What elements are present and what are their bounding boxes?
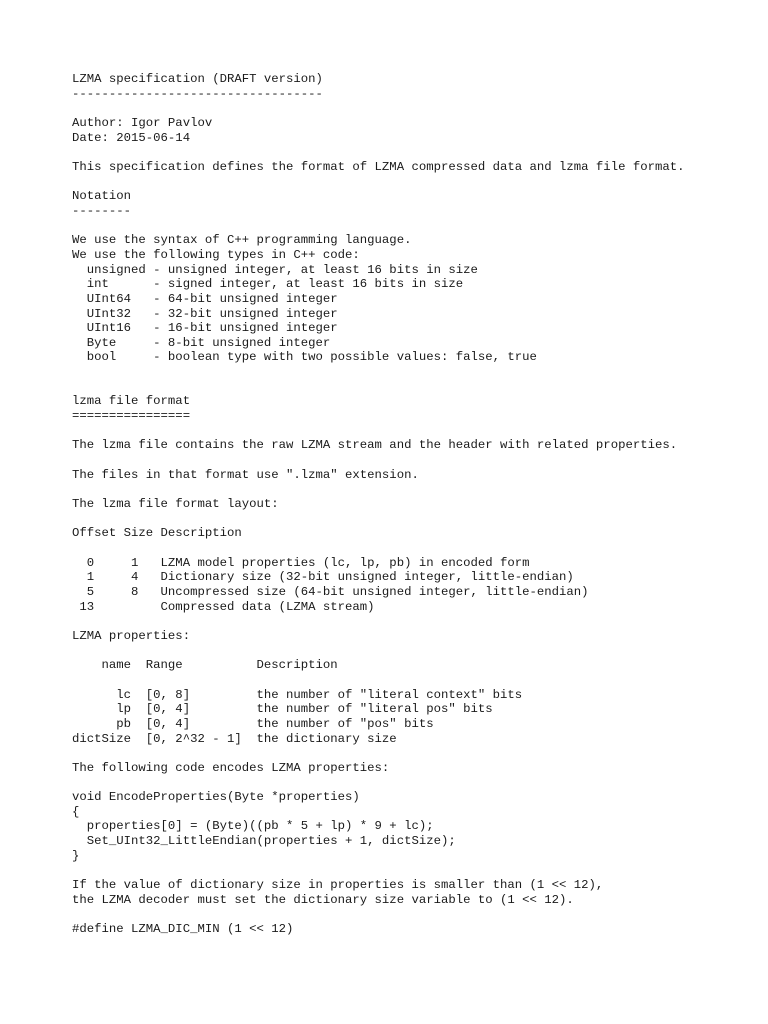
properties-table-row: pb [0, 4] the number of "pos" bits	[72, 716, 434, 731]
type-def-line: unsigned - unsigned integer, at least 16 bits in size	[72, 262, 478, 277]
note-line: the LZMA decoder must set the dictionary size variable to (1 << 12).	[72, 892, 574, 907]
code-line: Set_UInt32_LittleEndian(properties + 1, dictSize);	[72, 834, 456, 849]
layout-table-row: 13 Compressed data (LZMA stream)	[72, 599, 375, 614]
properties-heading: LZMA properties:	[72, 628, 191, 643]
author-line: Author: Igor Pavlov	[72, 115, 213, 130]
notation-heading: Notation	[72, 189, 132, 204]
type-def-line: UInt32 - 32-bit unsigned integer	[72, 306, 338, 321]
notation-line: We use the syntax of C++ programming language.	[72, 233, 412, 248]
properties-table-row: lp [0, 4] the number of "literal pos" bits	[72, 702, 493, 717]
notation-line: We use the following types in C++ code:	[72, 247, 360, 262]
type-def-line: UInt64 - 64-bit unsigned integer	[72, 291, 338, 306]
type-def-line: UInt16 - 16-bit unsigned integer	[72, 321, 338, 336]
code-intro: The following code encodes LZMA properties:	[72, 760, 390, 775]
type-def-line: int - signed integer, at least 16 bits in size	[72, 277, 464, 292]
layout-table-header: Offset Size Description	[72, 526, 242, 541]
document-page	[72, 72, 752, 937]
notation-underline: --------	[72, 203, 132, 218]
title-underline: ----------------------------------	[72, 86, 323, 101]
note-line: If the value of dictionary size in properties is smaller than (1 << 12),	[72, 878, 604, 893]
intro-paragraph: This specification defines the format of LZMA compressed data and lzma file format.	[72, 159, 685, 174]
properties-table-header: name Range Description	[72, 658, 338, 673]
file-format-underline: ================	[72, 409, 191, 424]
layout-table-row: 5 8 Uncompressed size (64-bit unsigned integer, little-endian)	[72, 584, 589, 599]
file-format-paragraph: The lzma file format layout:	[72, 497, 279, 512]
file-format-paragraph: The lzma file contains the raw LZMA stream and the header with related properties.	[72, 438, 678, 453]
define-line: #define LZMA_DIC_MIN (1 << 12)	[72, 922, 294, 937]
type-def-line: bool - boolean type with two possible values: false, true	[72, 350, 537, 365]
properties-table-row: dictSize [0, 2^32 - 1] the dictionary size	[72, 731, 397, 746]
code-line: }	[72, 848, 80, 863]
type-def-line: Byte - 8-bit unsigned integer	[72, 335, 331, 350]
code-line: {	[72, 804, 80, 819]
file-format-paragraph: The files in that format use ".lzma" extension.	[72, 467, 419, 482]
layout-table-row: 1 4 Dictionary size (32-bit unsigned integer, little-endian)	[72, 570, 574, 585]
code-line: void EncodeProperties(Byte *properties)	[72, 790, 360, 805]
code-line: properties[0] = (Byte)((pb * 5 + lp) * 9 + lc);	[72, 819, 434, 834]
document-title: LZMA specification (DRAFT version)	[72, 72, 323, 86]
properties-table-row: lc [0, 8] the number of "literal context" bits	[72, 687, 523, 702]
layout-table-row: 0 1 LZMA model properties (lc, lp, pb) in encoded form	[72, 555, 530, 570]
file-format-heading: lzma file format	[72, 394, 191, 409]
date-line: Date: 2015-06-14	[72, 130, 191, 145]
